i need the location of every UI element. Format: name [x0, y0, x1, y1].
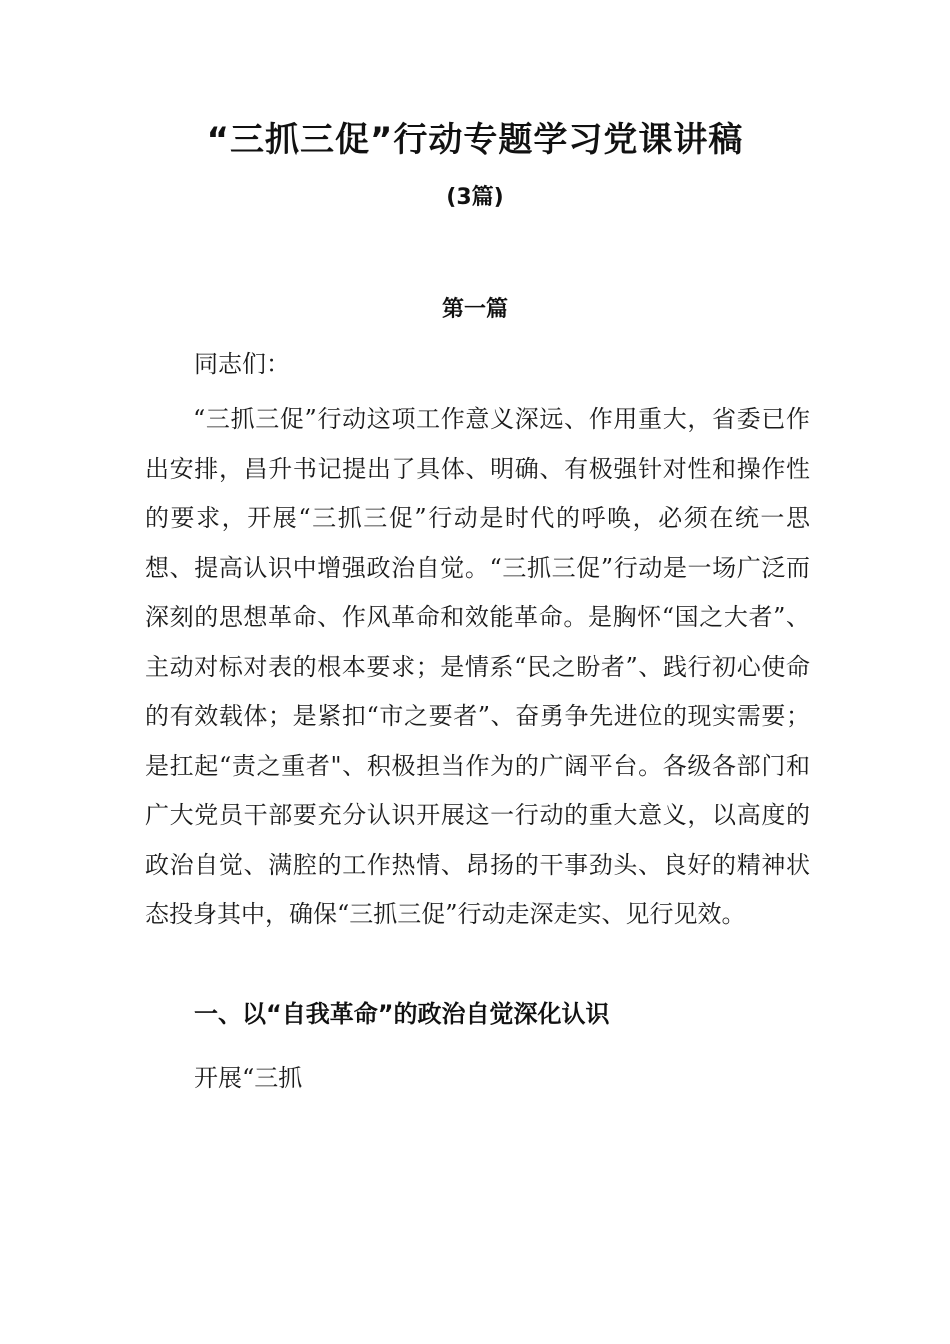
body-paragraph: “三抓三促”行动这项工作意义深远、作用重大，省委已作出安排，昌升书记提出了具体、明确、有极强针对性和操作性的要求，开展“三抓三促”行动是时代的呼唤，必须在统一思想、提高认识中增强政治自觉。“三抓三促”行动是一场广泛而深刻的思想革命、作风革命和效能革命。是胸怀“国之大者”、主动对标对表的根本要求；是情系“民之盼者”、践行初心使命的有效载体；是紧扣“市之要者”、奋勇争先进位的现实需要；是扛起“责之重者"、积极担当作为的广阔平台。各级各部门和广大党员干部要充分认识开展这一行动的重大意义，以高度的政治自觉、满腔的工作热情、昂扬的干事劲头、良好的精神状态投身其中，确保“三抓三促”行动走深走实、见行见效。	[145, 405, 810, 928]
section-heading: 第一篇	[441, 297, 508, 322]
document-subtitle: (3篇)	[446, 185, 504, 210]
salutation: 同志们：	[194, 350, 290, 378]
sub-heading: 一、以“自我革命”的政治自觉深化认识	[194, 1000, 610, 1028]
document-title: “三抓三促”行动专题学习党课讲稿	[206, 120, 744, 160]
continuation-text: 开展“三抓	[194, 1064, 303, 1092]
